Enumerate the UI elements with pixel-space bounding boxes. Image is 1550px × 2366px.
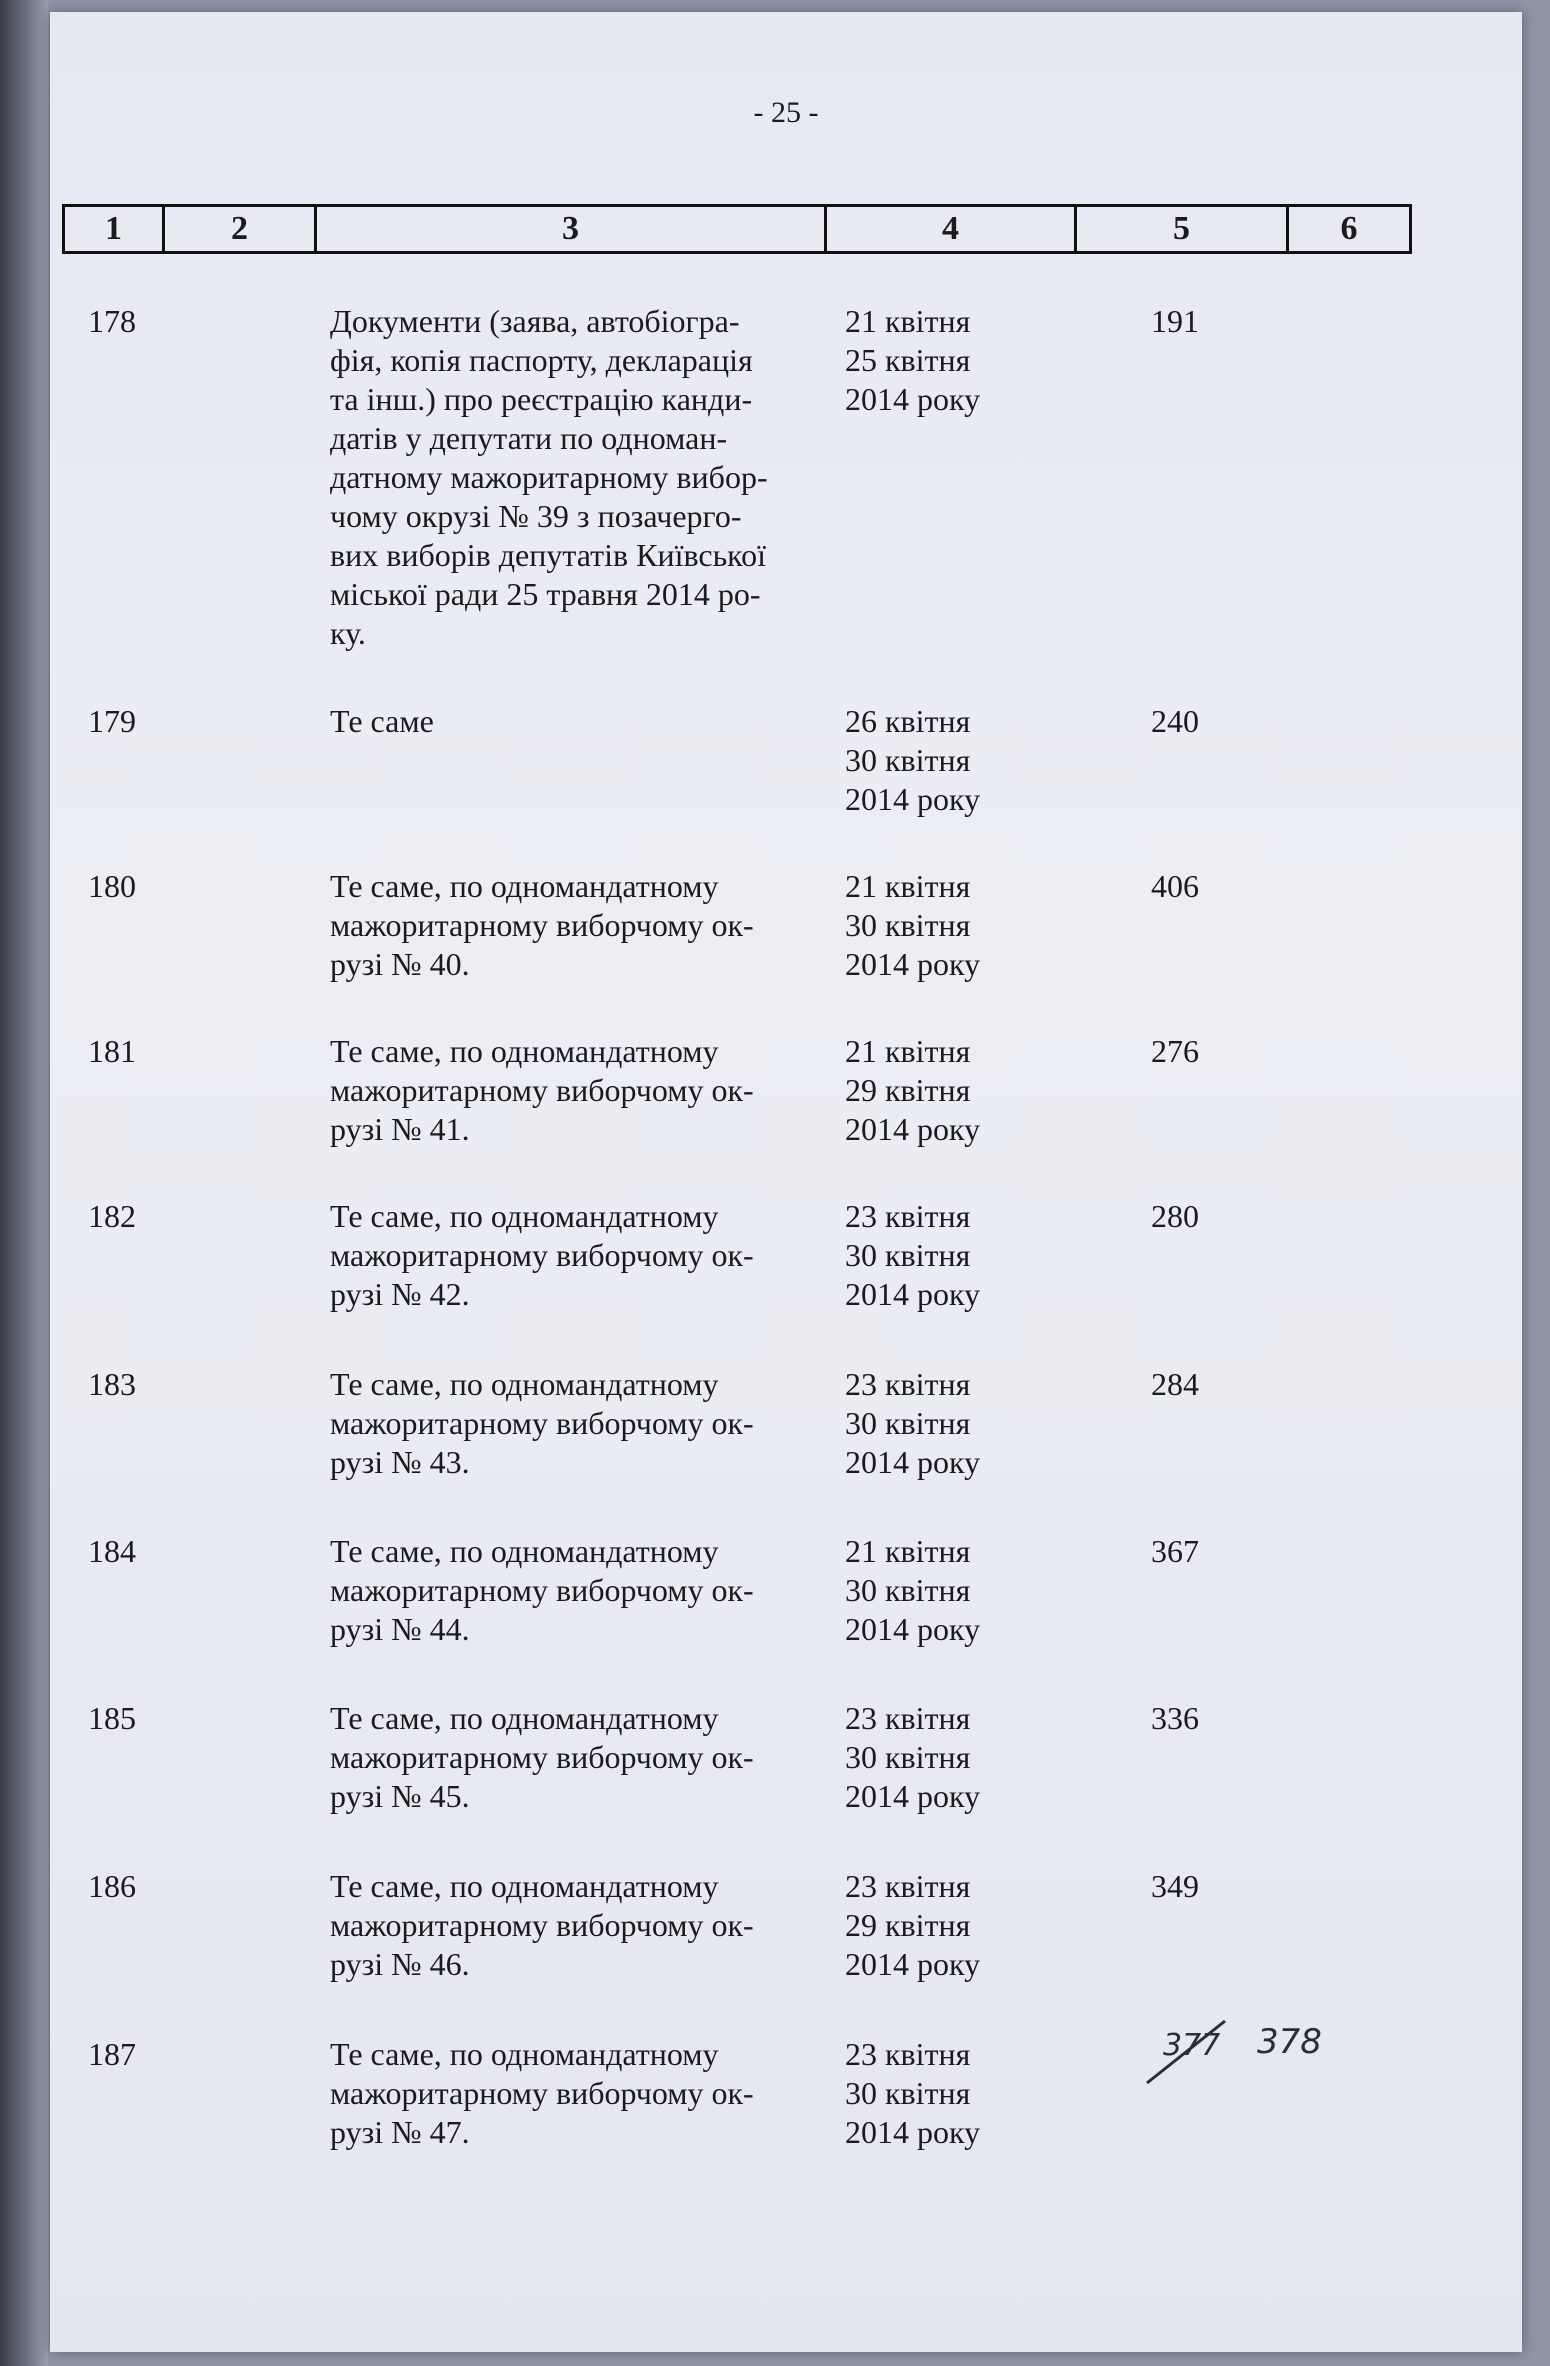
date-line: 23 квітня [845,1868,971,1904]
entry-description [330,867,830,984]
entry-sheet-count: 276 [1151,1033,1199,1069]
entry-dates [845,702,980,819]
corrected-number: 378 [1257,2022,1322,2062]
description-line: мажоритарному виборчому ок- [330,907,754,943]
page-number: - 25 - [753,96,819,129]
entry-description [330,1365,830,1482]
description-line: рузі № 45. [330,1778,470,1814]
date-line: 2014 року [845,1444,981,1480]
header-col-4: 4 [827,207,1077,251]
entry-description [330,1699,830,1816]
description-line: вих виборів депутатів Київської [330,537,766,573]
header-col-1: 1 [65,207,165,251]
table-header [62,204,1412,254]
description-line: мажоритарному виборчому ок- [330,1405,754,1441]
entry-dates [845,1867,980,1984]
date-line: 30 квітня [845,2075,971,2111]
entry-dates [845,1032,980,1149]
description-line: мажоритарному виборчому ок- [330,1237,754,1273]
description-line: ку. [330,615,366,651]
date-line: 23 квітня [845,1198,971,1234]
description-line: Те саме, по одномандатному [330,1700,719,1736]
entry-number: 179 [88,703,136,739]
entry-sheet-count: 336 [1151,1700,1199,1736]
date-line: 30 квітня [845,1237,971,1273]
date-line: 2014 року [845,1946,981,1982]
description-line: датів у депутати по одноман- [330,420,728,456]
date-line: 23 квітня [845,2036,971,2072]
entry-sheet-count: 367 [1151,1533,1199,1569]
date-line: 30 квітня [845,907,971,943]
description-line: міської ради 25 травня 2014 ро- [330,576,761,612]
description-line: Те саме, по одномандатному [330,1868,719,1904]
entry-number: 182 [88,1198,136,1234]
entry-dates [845,1197,980,1314]
entry-dates [845,2035,980,2152]
description-line: Те саме, по одномандатному [330,1366,719,1402]
description-line: мажоритарному виборчому ок- [330,1072,754,1108]
description-line: мажоритарному виборчому ок- [330,1572,754,1608]
entry-number: 185 [88,1700,136,1736]
description-line: Документи (заява, автобіогра- [330,303,740,339]
entry-sheet-count: 280 [1151,1198,1199,1234]
description-line: Те саме, по одномандатному [330,868,719,904]
date-line: 21 квітня [845,868,971,904]
entry-description [330,302,830,653]
entry-sheet-count: 349 [1151,1868,1199,1904]
header-col-3: 3 [317,207,827,251]
entry-sheet-count: 240 [1151,703,1199,739]
entry-dates [845,302,980,419]
header-col-5: 5 [1077,207,1289,251]
date-line: 30 квітня [845,1572,971,1608]
date-line: 21 квітня [845,1033,971,1069]
date-line: 30 квітня [845,1739,971,1775]
entry-number: 187 [88,2036,136,2072]
description-line: Те саме, по одномандатному [330,1198,719,1234]
date-line: 30 квітня [845,1405,971,1441]
description-line: мажоритарному виборчому ок- [330,2075,754,2111]
header-col-2: 2 [165,207,317,251]
entry-sheet-count: 284 [1151,1366,1199,1402]
entry-description [330,702,830,741]
struck-number: 377 [1163,2028,1221,2063]
date-line: 2014 року [845,946,981,982]
description-line: та інш.) про реєстрацію канди- [330,381,753,417]
header-col-6: 6 [1340,210,1358,247]
book-spine [0,0,48,2366]
description-line: датному мажоритарному вибор- [330,459,768,495]
date-line: 2014 року [845,1611,981,1647]
date-line: 23 квітня [845,1366,971,1402]
entry-description [330,1532,830,1649]
description-line: Те саме, по одномандатному [330,1033,719,1069]
entry-dates [845,1365,980,1482]
entry-dates [845,1532,980,1649]
entry-description [330,2035,830,2152]
date-line: 25 квітня [845,342,971,378]
entry-number: 180 [88,868,136,904]
description-line: рузі № 40. [330,946,470,982]
entry-dates [845,1699,980,1816]
handwritten-correction [1145,2007,1385,2087]
date-line: 2014 року [845,2114,981,2150]
entry-description [330,1867,830,1984]
entry-description [330,1032,830,1149]
description-line: рузі № 47. [330,2114,470,2150]
date-line: 2014 року [845,1111,981,1147]
date-line: 29 квітня [845,1072,971,1108]
description-line: мажоритарному виборчому ок- [330,1907,754,1943]
date-line: 2014 року [845,1276,981,1312]
description-line: рузі № 44. [330,1611,470,1647]
date-line: 2014 року [845,781,981,817]
entry-description [330,1197,830,1314]
date-line: 26 квітня [845,703,971,739]
description-line: рузі № 43. [330,1444,470,1480]
description-line: Те саме, по одномандатному [330,1533,719,1569]
description-line: чому окрузі № 39 з позачерго- [330,498,742,534]
description-line: мажоритарному виборчому ок- [330,1739,754,1775]
entry-number: 183 [88,1366,136,1402]
date-line: 21 квітня [845,303,971,339]
document-page [50,12,1522,2352]
description-line: рузі № 42. [330,1276,470,1312]
date-line: 21 квітня [845,1533,971,1569]
entry-sheet-count: 191 [1151,303,1199,339]
entry-dates [845,867,980,984]
date-line: 23 квітня [845,1700,971,1736]
entry-sheet-count: 406 [1151,868,1199,904]
date-line: 2014 року [845,381,981,417]
description-line: фія, копія паспорту, декларація [330,342,753,378]
description-line: Те саме [330,703,434,739]
handwritten-correction-drawing [1145,2007,1385,2087]
entry-number: 184 [88,1533,136,1569]
entry-number: 178 [88,303,136,339]
description-line: рузі № 46. [330,1946,470,1982]
date-line: 2014 року [845,1778,981,1814]
entry-number: 186 [88,1868,136,1904]
entry-number: 181 [88,1033,136,1069]
date-line: 30 квітня [845,742,971,778]
description-line: рузі № 41. [330,1111,470,1147]
description-line: Те саме, по одномандатному [330,2036,719,2072]
date-line: 29 квітня [845,1907,971,1943]
